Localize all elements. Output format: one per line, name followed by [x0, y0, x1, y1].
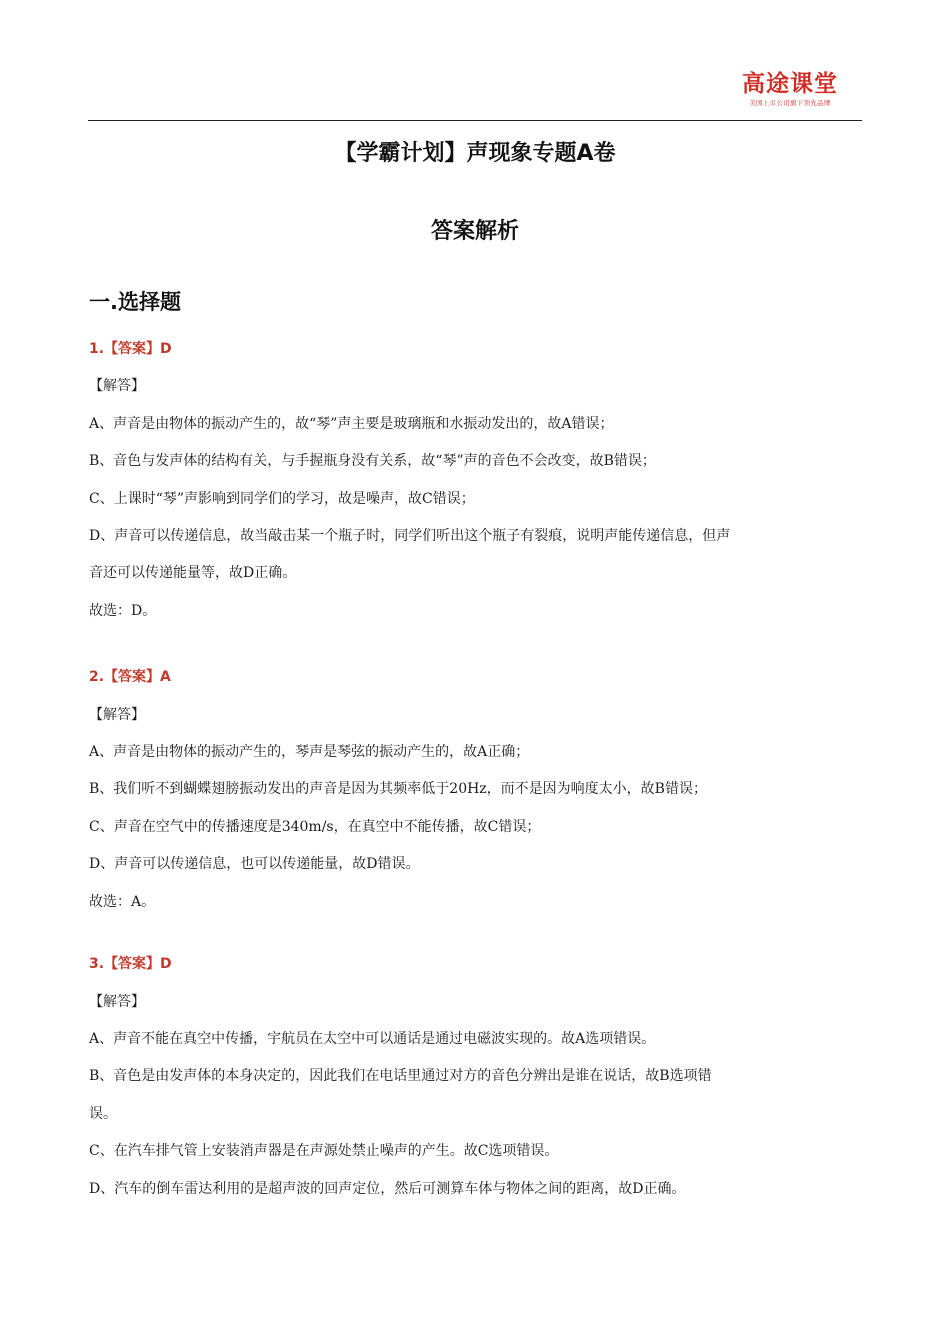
- brand-logo-text: 高途课堂: [742, 71, 838, 97]
- header-divider: [88, 120, 862, 121]
- analysis-line: C、在汽车排气管上安装消声器是在声源处禁止噪声的产生。故C选项错误。: [89, 1143, 559, 1160]
- analysis-line: A、声音是由物体的振动产生的，琴声是琴弦的振动产生的，故A正确；: [89, 744, 530, 761]
- analysis-line: 误。: [89, 1105, 117, 1122]
- conclusion-line: 故选：A。: [89, 893, 156, 910]
- analysis-line: D、汽车的倒车雷达利用的是超声波的回声定位，然后可测算车体与物体之间的距离，故D正确。: [89, 1180, 686, 1197]
- analysis-line: B、音色与发声体的结构有关，与手握瓶身没有关系，故“琴”声的音色不会改变，故B错误；: [89, 453, 656, 470]
- brand-logo: [738, 70, 842, 108]
- question-block-1: [89, 331, 859, 630]
- brand-slogan: 美国上市公司旗下领先品牌: [749, 99, 831, 107]
- analysis-line: B、我们听不到蝴蝶翅膀振动发出的声音是因为其频率低于20Hz，而不是因为响度太小，故B错误；: [89, 781, 707, 798]
- analysis-line: 音还可以传递能量等，故D正确。: [89, 565, 297, 582]
- answer-line: 1.【答案】D: [89, 341, 172, 357]
- analysis-line: C、上课时“琴”声影响到同学们的学习，故是噪声，故C错误；: [89, 490, 475, 507]
- section-heading: 一.选择题: [89, 290, 181, 314]
- analysis-line: B、音色是由发声体的本身决定的，因此我们在电话里通过对方的音色分辨出是谁在说话，故B选项错: [89, 1068, 712, 1085]
- analysis-line: D、声音可以传递信息，也可以传递能量，故D错误。: [89, 856, 420, 873]
- document-subtitle: 答案解析: [430, 219, 519, 244]
- document-title: 【学霸计划】声现象专题A卷: [334, 141, 616, 166]
- answer-content: [89, 331, 859, 1208]
- analysis-line: C、声音在空气中的传播速度是340m/s，在真空中不能传播，故C错误；: [89, 818, 541, 835]
- answer-line: 3.【答案】D: [89, 956, 172, 973]
- analysis-line: A、声音是由物体的振动产生的，故“琴”声主要是玻璃瓶和水振动发出的，故A错误；: [89, 415, 614, 432]
- question-block-2: [89, 659, 859, 921]
- analysis-line: D、声音可以传递信息，故当敲击某一个瓶子时，同学们听出这个瓶子有裂痕，说明声能传递信息，但声: [89, 528, 731, 545]
- analysis-line: A、声音不能在真空中传播，宇航员在太空中可以通话是通过电磁波实现的。故A选项错误。: [89, 1030, 656, 1047]
- analysis-label: 【解答】: [89, 378, 145, 395]
- conclusion-line: 故选：D。: [89, 602, 157, 619]
- question-block-3: [89, 946, 859, 1208]
- analysis-label: 【解答】: [89, 706, 145, 723]
- answer-line: 2.【答案】A: [89, 669, 171, 686]
- analysis-label: 【解答】: [89, 993, 145, 1010]
